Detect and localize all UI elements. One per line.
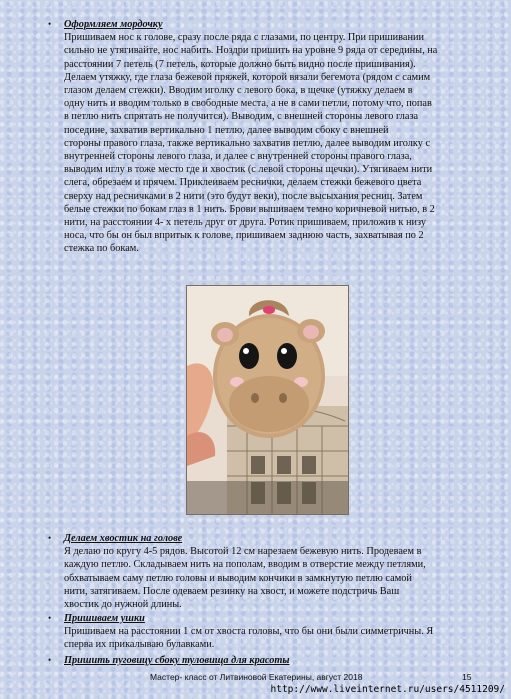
section-heading: Делаем хвостик на голове [64,533,183,544]
bullet-icon: • [48,533,52,543]
bullet-icon: • [48,655,52,665]
page-number: 15 [462,672,472,682]
section-heading: Пришить пуговицу сбоку туловища для красоты [64,655,290,666]
section-text: Пришиваем на расстоянии 1 см от хвоста головы, что бы они были симметричны. Я сперва их прикалываю булавками. [64,626,434,651]
section-button [48,654,484,667]
section-text: Я делаю по кругу 4-5 рядов. Высотой 12 см нарезаем бежевую нить. Продеваем в каждую петлю. Складываем нить на пополам, вводим в отверстие между петлями, обхватываем саму петлю головы и выводим кончики в замкнутую петлю самой нити, затягиваем. После одеваем резинку на хвост, и можете подстричь Ваш хвостик до нужной длины. [64,546,426,611]
footer-text: Мастер- класс от Литвиновой Екатерины, август 2018 [150,672,363,682]
section-heading: Оформляем мордочку [64,19,163,30]
section-text: Пришиваем нос к голове, сразу после ряда с глазами, по центру. При пришивании сильно не утягивайте, нос набить. Ноздри пришить на уровне 9 ряда от середины, на расстоянии 7 петель (7 петель, которые должно быть видно после пришивания). Делаем утяжку, где глаза бежевой пряжей, которой вязали бегемота (рядом с самим глазом делаем стежки). Вводим иголку с левого бока, в щечке (утяжку делаем в одну нить и вводим только в свободные места, а не в сами петли, потому что, попав в петлю нить спрятать не получится). Выводим, с внешней стороны левого глаза поседине, захватив вертикально 1 петлю, далее выводим сбоку с внешней стороны правого глаза, также вертикально захватив петлю, далее выводим иголку с внутренней стороны левого глаза, и далее с внутренней стороны правого глаза, выводим иглу в тоже место где и хвостик (с левой стороны щечки). Утягиваем нити слега, обрезаем и прячем. Приклеиваем реснички, делаем стежки бежевого цвета сверху над ресничками в 2 нити (это будут веки), после высыхания ресниц. Затем белые стежки по бокам глаз в 1 нить. Брови вышиваем темно коричневой нитью, в 2 нити, на расстоянии 4- х петель друг от друга. Ротик пришиваем, приложив к низу носа, что бы он был впритык к голове, пришиваем заднюю часть, захватывая по 2 стежка по бокам. [64,32,438,255]
bullet-icon: • [48,19,52,29]
section-tail [48,532,484,611]
crochet-hippo-head-photo [186,285,349,515]
bullet-icon: • [48,613,52,623]
section-heading: Пришиваем ушки [64,613,145,624]
watermark-link[interactable]: http://www.liveinternet.ru/users/4511209/ [270,684,505,695]
section-face [48,18,484,256]
section-ears [48,612,484,652]
